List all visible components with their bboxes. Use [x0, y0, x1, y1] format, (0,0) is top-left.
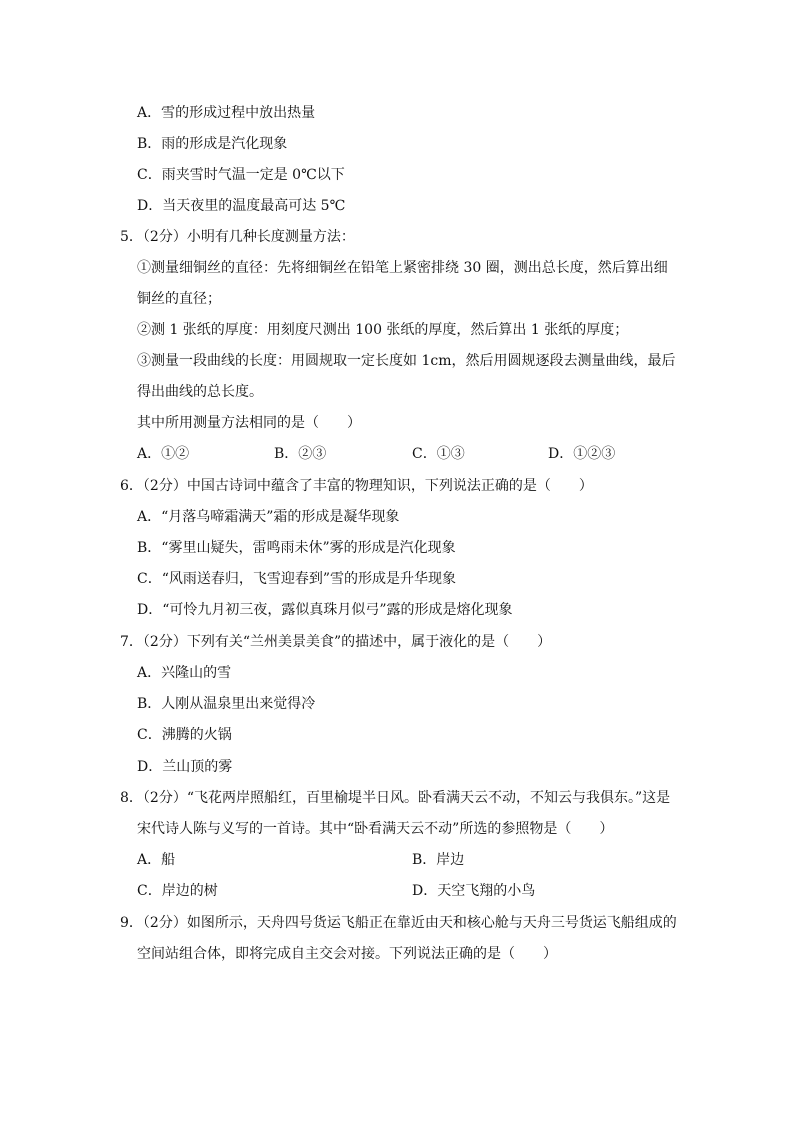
- q4-option-a: A．雪的形成过程中放出热量: [137, 105, 316, 121]
- q8-stem-line2: 宋代诗人陈与义写的一首诗。其中“卧看满天云不动”所选的参照物是（ ）: [137, 821, 614, 837]
- q4-option-b: B．雨的形成是汽化现象: [137, 136, 288, 152]
- q5-stem: 5．（2分）小明有几种长度测量方法：: [120, 229, 355, 245]
- q5-option-d: D．①②③: [548, 446, 616, 462]
- q8-option-d: D．天空飞翔的小鸟: [412, 883, 536, 899]
- q7-option-d: D．兰山顶的雾: [137, 759, 233, 775]
- q6-option-b: B．“雾里山疑失，雷鸣雨未休”雾的形成是汽化现象: [137, 540, 456, 556]
- q6-option-c: C．“风雨送春归，飞雪迎春到”雪的形成是升华现象: [137, 571, 457, 587]
- q4-option-d: D．当天夜里的温度最高可达 5℃: [137, 198, 346, 214]
- q7-option-a: A．兴隆山的雪: [137, 665, 232, 681]
- q8-option-a: A．船: [137, 852, 176, 868]
- q5-item1-line1: ①测量细铜丝的直径：先将细铜丝在铅笔上紧密排绕 30 圈，测出总长度，然后算出细: [137, 260, 668, 276]
- q5-question: 其中所用测量方法相同的是（ ）: [137, 415, 361, 431]
- q9-stem-line2: 空间站组合体，即将完成自主交会对接。下列说法正确的是（ ）: [137, 946, 557, 962]
- q5-item2: ②测 1 张纸的厚度：用刻度尺测出 100 张纸的厚度，然后算出 1 张纸的厚度；: [137, 322, 629, 338]
- q6-option-d: D．“可怜九月初三夜，露似真珠月似弓”露的形成是熔化现象: [137, 602, 513, 618]
- q7-stem: 7．（2分）下列有关“兰州美景美食”的描述中，属于液化的是（ ）: [120, 634, 552, 650]
- q5-option-a: A．①②: [137, 446, 190, 462]
- q6-option-a: A．“月落乌啼霜满天”霜的形成是凝华现象: [137, 509, 400, 525]
- q5-item1-line2: 铜丝的直径；: [137, 291, 221, 307]
- q6-stem: 6．（2分）中国古诗词中蕴含了丰富的物理知识，下列说法正确的是（ ）: [120, 478, 593, 494]
- q4-option-c: C．雨夹雪时气温一定是 0℃以下: [137, 167, 345, 183]
- q5-option-c: C．①③: [412, 446, 465, 462]
- q5-item3-line1: ③测量一段曲线的长度：用圆规取一定长度如 1cm，然后用圆规逐段去测量曲线，最后: [137, 353, 676, 369]
- q5-item3-line2: 得出曲线的总长度。: [137, 384, 263, 400]
- q8-stem-line1: 8．（2分）“飞花两岸照船红，百里榆堤半日风。卧看满天云不动，不知云与我俱东。”这是: [120, 790, 671, 806]
- q8-option-b: B．岸边: [412, 852, 465, 868]
- q8-option-c: C．岸边的树: [137, 883, 218, 899]
- q9-stem-line1: 9．（2分）如图所示，天舟四号货运飞船正在靠近由天和核心舱与天舟三号货运飞船组成的: [120, 915, 677, 931]
- q7-option-b: B．人刚从温泉里出来觉得冷: [137, 696, 316, 712]
- q7-option-c: C．沸腾的火锅: [137, 727, 232, 743]
- q5-option-b: B．②③: [274, 446, 327, 462]
